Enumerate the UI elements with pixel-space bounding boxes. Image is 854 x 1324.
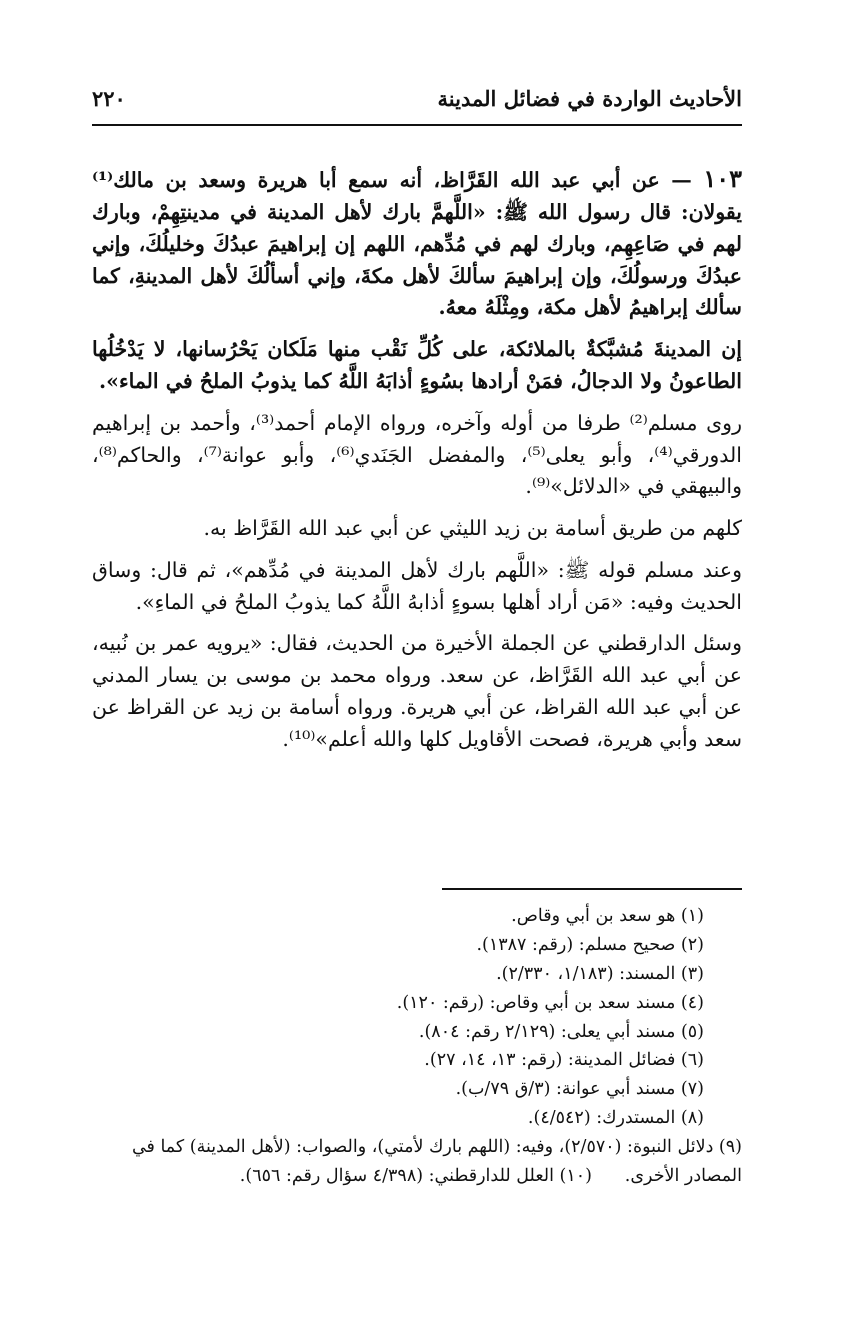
- daraqutni-paragraph: وسئل الدارقطني عن الجملة الأخيرة من الحديث، فقال: «يرويه عمر بن نُبيه، عن أبي عبد الله القَرَّاظ، عن سعد. ورواه محمد بن موسى بن يسار المدني عن أبي عبد الله القراظ، عن أبي هريرة. ورواه أسامة بن زيد عن القراظ عن سعد وأبي هريرة، فصحت الأقاويل كلها والله أعلم»⁽¹⁰⁾.: [92, 631, 742, 751]
- header-title: الأحاديث الواردة في فضائل المدينة: [437, 86, 742, 111]
- footnote-2: (٢) صحيح مسلم: (رقم: ١٣٨٧).: [476, 934, 704, 955]
- page-number: ٢٢٠: [92, 86, 126, 111]
- footnote-rule: [442, 888, 742, 890]
- hadith-number: ١٠٣: [703, 164, 742, 193]
- footnote-3: (٣) المسند: (١/١٨٣، ٢/٣٣٠).: [496, 963, 704, 984]
- footnote-9-10-line: [92, 1162, 742, 1192]
- footnote-9: (٩) دلائل النبوة: (٢/٥٧٠)، وفيه: (اللهم بارك لأمتي)، والصواب: (لأهل المدينة) كما في: [131, 1137, 742, 1157]
- footnote-7: (٧) مسند أبي عوانة: (٣/ق ٧٩/ب).: [455, 1079, 704, 1100]
- hadith-continuation: إن المدينةَ مُشبَّكةٌ بالملائكة، على كُلِّ نَقْب منها مَلَكان يَحْرُسانها، لا يَدْخُلُها الطاعونُ ولا الدجالُ، فمَنْ أرادها بسُوءٍ أذابَهُ اللَّهُ كما يذوبُ الملحُ في الماء».: [92, 337, 742, 394]
- footnote-8: (٨) المستدرك: (٤/٥٤٢).: [527, 1108, 704, 1129]
- main-text: [92, 160, 742, 765]
- footnote-9-continuation: المصادر الأخرى.: [624, 1165, 742, 1186]
- takhrij-paragraph: روى مسلم⁽²⁾ طرفا من أوله وآخره، ورواه الإمام أحمد⁽³⁾، وأحمد بن إبراهيم الدورقي⁽⁴⁾، وأبو يعلى⁽⁵⁾، والمفضل الجَنَدي⁽⁶⁾، وأبو عوانة⁽⁷⁾، والحاكم⁽⁸⁾، والبيهقي في «الدلائل»⁽⁹⁾.: [92, 410, 742, 499]
- footnote-10: (١٠) العلل للدارقطني: (٤/٣٩٨ سؤال رقم: ٦٥٦).: [239, 1165, 592, 1186]
- footnote-5: (٥) مسند أبي يعلى: (٢/١٢٩ رقم: ٨٠٤).: [418, 1021, 704, 1042]
- footnote-4: (٤) مسند سعد بن أبي وقاص: (رقم: ١٢٠).: [396, 992, 704, 1013]
- muslim-paragraph: وعند مسلم قوله ﷺ: «اللَّهم بارك لأهل المدينة في مُدِّهم»، ثم قال: وساق الحديث وفيه: «مَن أراد أهلها بسوءٍ أذابهُ اللَّهُ كما يذوبُ الملحُ في الماءِ».: [92, 557, 742, 614]
- footnotes: [92, 902, 742, 1192]
- footnote-1: (١) هو سعد بن أبي وقاص.: [511, 906, 704, 926]
- footnote-6: (٦) فضائل المدينة: (رقم: ١٣، ١٤، ٢٧).: [424, 1050, 704, 1071]
- hadith-text: — عن أبي عبد الله القَرَّاظ، أنه سمع أبا هريرة وسعد بن مالك⁽¹⁾ يقولان: قال رسول الله ﷺ: «اللَّهمَّ بارك لأهل المدينة في مدينتِهِمْ، وبارك لهم في صَاعِهِم، وبارك لهم في مُدِّهم، اللهم إن إبراهيمَ عبدُكَ وخليلُكَ، وإني عبدُكَ ورسولُكَ، وإن إبراهيمَ سألكَ لأهل مكةَ، وإني أسألُكَ لأهل المدينةِ، كما سألك إبراهيمُ لأهل مكة، ومِثْلَهُ معهُ.: [92, 168, 742, 320]
- running-header: [92, 86, 742, 116]
- hadith-paragraph: [92, 160, 742, 324]
- chain-paragraph: كلهم من طريق أسامة بن زيد الليثي عن أبي عبد الله القَرَّاظ به.: [203, 516, 742, 541]
- header-rule: [92, 124, 742, 126]
